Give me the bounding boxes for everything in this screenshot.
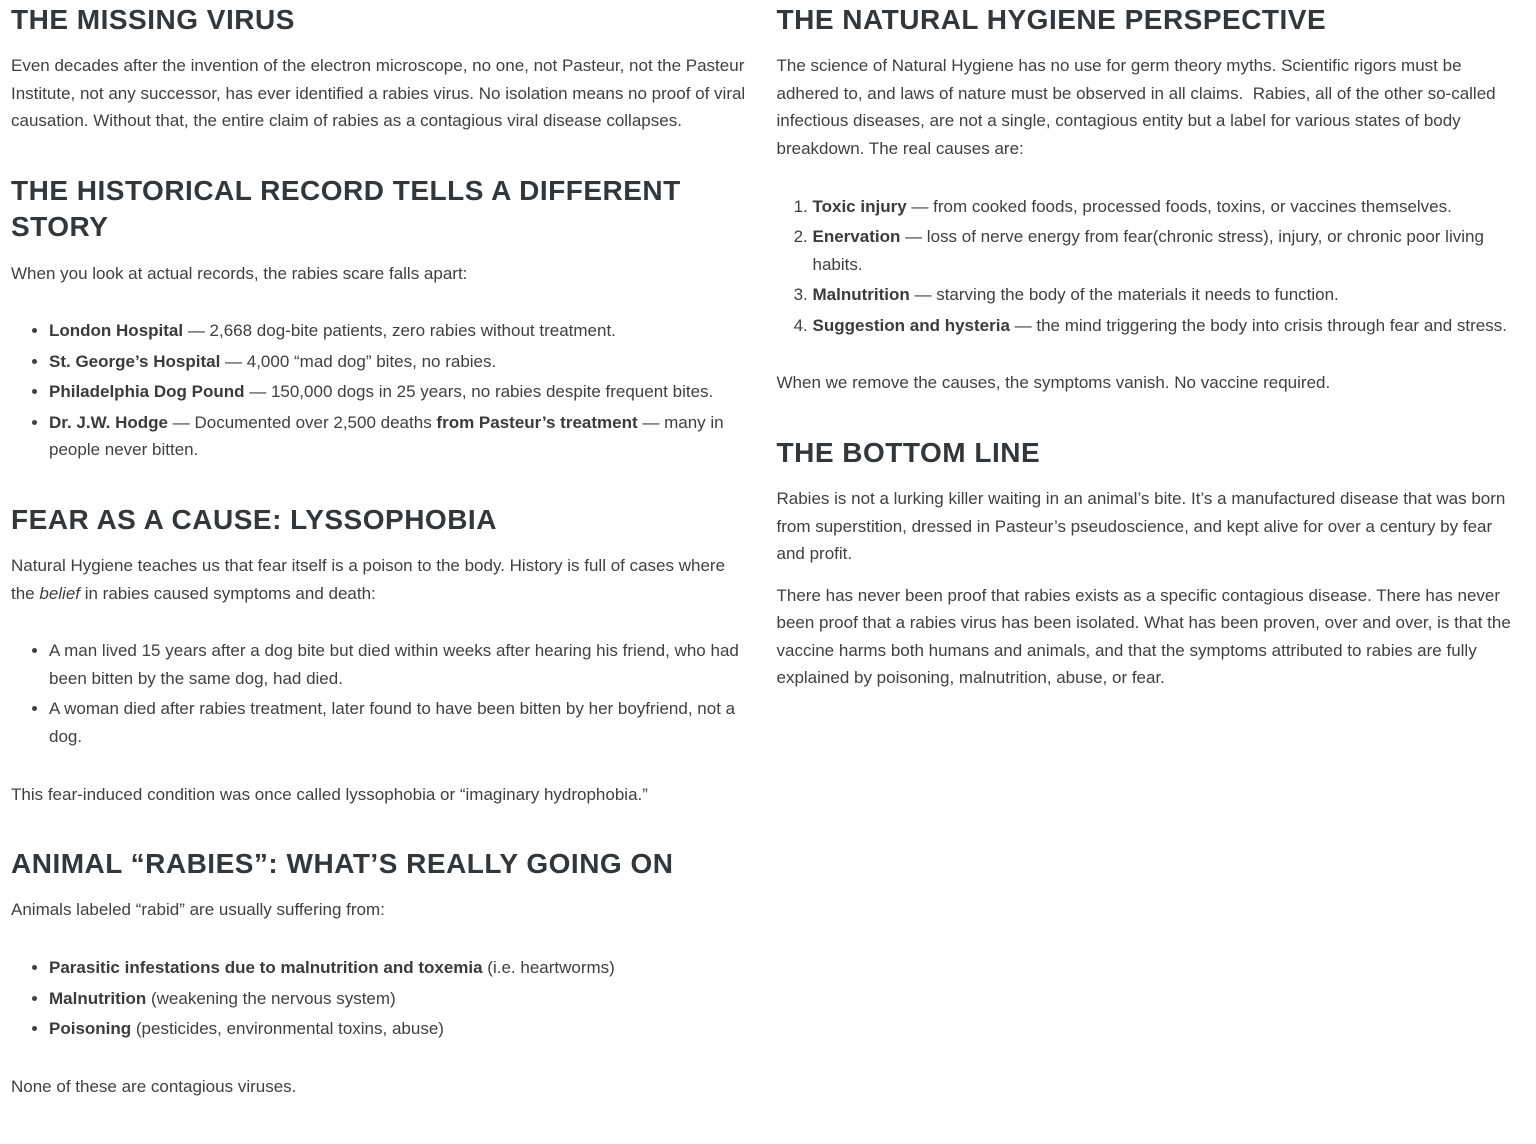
numbered-list <box>777 193 1513 340</box>
paragraph <box>777 582 1513 692</box>
text-run: — the mind triggering the body into crisis through fear and stress. <box>1009 315 1507 335</box>
list-item <box>49 985 747 1013</box>
bold-text: Malnutrition <box>812 285 910 305</box>
bullet-list <box>11 637 747 750</box>
list-item <box>813 312 1513 340</box>
bold-text: Enervation <box>812 227 901 247</box>
paragraph <box>11 552 747 607</box>
bold-text: Philadelphia Dog Pound <box>49 382 245 402</box>
section-heading: THE NATURAL HYGIENE PERSPECTIVE <box>776 4 1327 35</box>
text-run: — from cooked foods, processed foods, toxins, or vaccines themselves. <box>906 196 1452 216</box>
section-heading: FEAR AS A CAUSE: LYSSOPHOBIA <box>11 503 497 535</box>
text-run: — many in people never bitten. <box>49 412 724 460</box>
bold-text: Poisoning <box>49 1019 132 1039</box>
paragraph <box>777 52 1513 162</box>
section-heading: THE MISSING VIRUS <box>11 4 295 35</box>
bold-text: Dr. J.W. Hodge <box>49 412 169 432</box>
list-item <box>49 378 747 406</box>
list-item <box>49 348 747 376</box>
text-run: This fear-induced condition was once called lyssophobia or “imaginary hydrophobia.” <box>11 784 648 804</box>
italic-text: belief <box>39 583 80 603</box>
text-run: — Documented over 2,500 deaths <box>168 412 437 432</box>
text-run: When we remove the causes, the symptoms vanish. No vaccine required. <box>776 373 1331 393</box>
text-run: When you look at actual records, the rabies scare falls apart: <box>11 263 468 283</box>
paragraph <box>11 260 747 288</box>
bold-text: from Pasteur’s treatment <box>436 412 638 432</box>
bullet-list <box>11 954 747 1043</box>
list-item <box>49 1015 747 1043</box>
text-run: — 150,000 dogs in 25 years, no rabies despite frequent bites. <box>244 382 714 402</box>
paragraph <box>11 896 747 924</box>
text-run: A woman died after rabies treatment, later found to have been bitten by her boyfriend, not a dog. <box>49 699 736 746</box>
paragraph <box>11 52 747 135</box>
text-run: Animals labeled “rabid” are usually suffering from: <box>11 900 385 920</box>
list-item <box>813 223 1513 278</box>
text-run: Rabies is not a lurking killer waiting in an animal’s bite. It’s a manufactured disease that was born from superstition, dressed in Pasteur’s pseudoscience, and kept alive for over a century by fear and profit. <box>776 489 1506 564</box>
list-item <box>813 281 1513 309</box>
text-run: (i.e. heartworms) <box>482 957 615 977</box>
list-item <box>49 409 747 464</box>
right-column <box>777 2 1513 1114</box>
text-run: (weakening the nervous system) <box>146 988 396 1008</box>
text-run: None of these are contagious viruses. <box>11 1076 297 1096</box>
paragraph <box>777 485 1513 568</box>
paragraph <box>11 781 747 809</box>
list-item <box>49 317 747 345</box>
left-column <box>11 2 747 1114</box>
bullet-list <box>11 317 747 464</box>
text-run: in rabies caused symptoms and death: <box>80 583 376 603</box>
section-heading: THE HISTORICAL RECORD TELLS A DIFFERENT STORY <box>11 174 681 243</box>
bold-text: Toxic injury <box>812 196 907 216</box>
text-run: There has never been proof that rabies exists as a specific contagious disease. There has never been proof that a rabies virus has been isolated. What has been proven, over and over, is that the vaccine harms both humans and animals, and that the symptoms attributed to rabies are fully explained by poisoning, malnutrition, abuse, or fear. <box>776 585 1511 688</box>
text-run: Natural Hygiene teaches us that fear itself is a poison to the body. History is full of cases where the <box>11 556 726 603</box>
paragraph <box>777 369 1513 397</box>
bold-text: St. George’s Hospital <box>49 351 221 371</box>
paragraph <box>11 1073 747 1101</box>
text-run: (pesticides, environmental toxins, abuse) <box>131 1019 444 1039</box>
bold-text: Malnutrition <box>49 988 147 1008</box>
text-run: — starving the body of the materials it needs to function. <box>909 285 1339 305</box>
text-run: A man lived 15 years after a dog bite but died within weeks after hearing his friend, who had been bitten by the same dog, had died. <box>49 641 739 688</box>
text-run: — loss of nerve energy from fear(chronic stress), injury, or chronic poor living habits. <box>812 227 1484 274</box>
bold-text: Parasitic infestations due to malnutrition and toxemia <box>49 957 483 977</box>
text-run: — 4,000 “mad dog” bites, no rabies. <box>220 351 497 371</box>
bold-text: Suggestion and hysteria <box>812 315 1010 335</box>
text-run: The science of Natural Hygiene has no use for germ theory myths. Scientific rigors must be adhered to, and laws of nature must be observed in all claims. Rabies, all of the other so-called infectious diseases, are not a single, contagious entity but a label for various states of body breakdown. The real causes are: <box>776 56 1496 158</box>
bold-text: London Hospital <box>49 321 184 341</box>
text-run: Even decades after the invention of the electron microscope, no one, not Pasteur, not the Pasteur Institute, not any successor, has ever identified a rabies virus. No isolation means no proof of viral causation. Without that, the entire claim of rabies as a contagious viral disease collapses. <box>11 56 746 131</box>
section-heading: THE BOTTOM LINE <box>776 436 1041 468</box>
list-item <box>49 695 747 750</box>
list-item <box>813 193 1513 221</box>
list-item <box>49 637 747 692</box>
list-item <box>49 954 747 982</box>
text-run: — 2,668 dog-bite patients, zero rabies without treatment. <box>183 321 616 341</box>
section-heading: ANIMAL “RABIES”: WHAT’S REALLY GOING ON <box>11 848 674 880</box>
